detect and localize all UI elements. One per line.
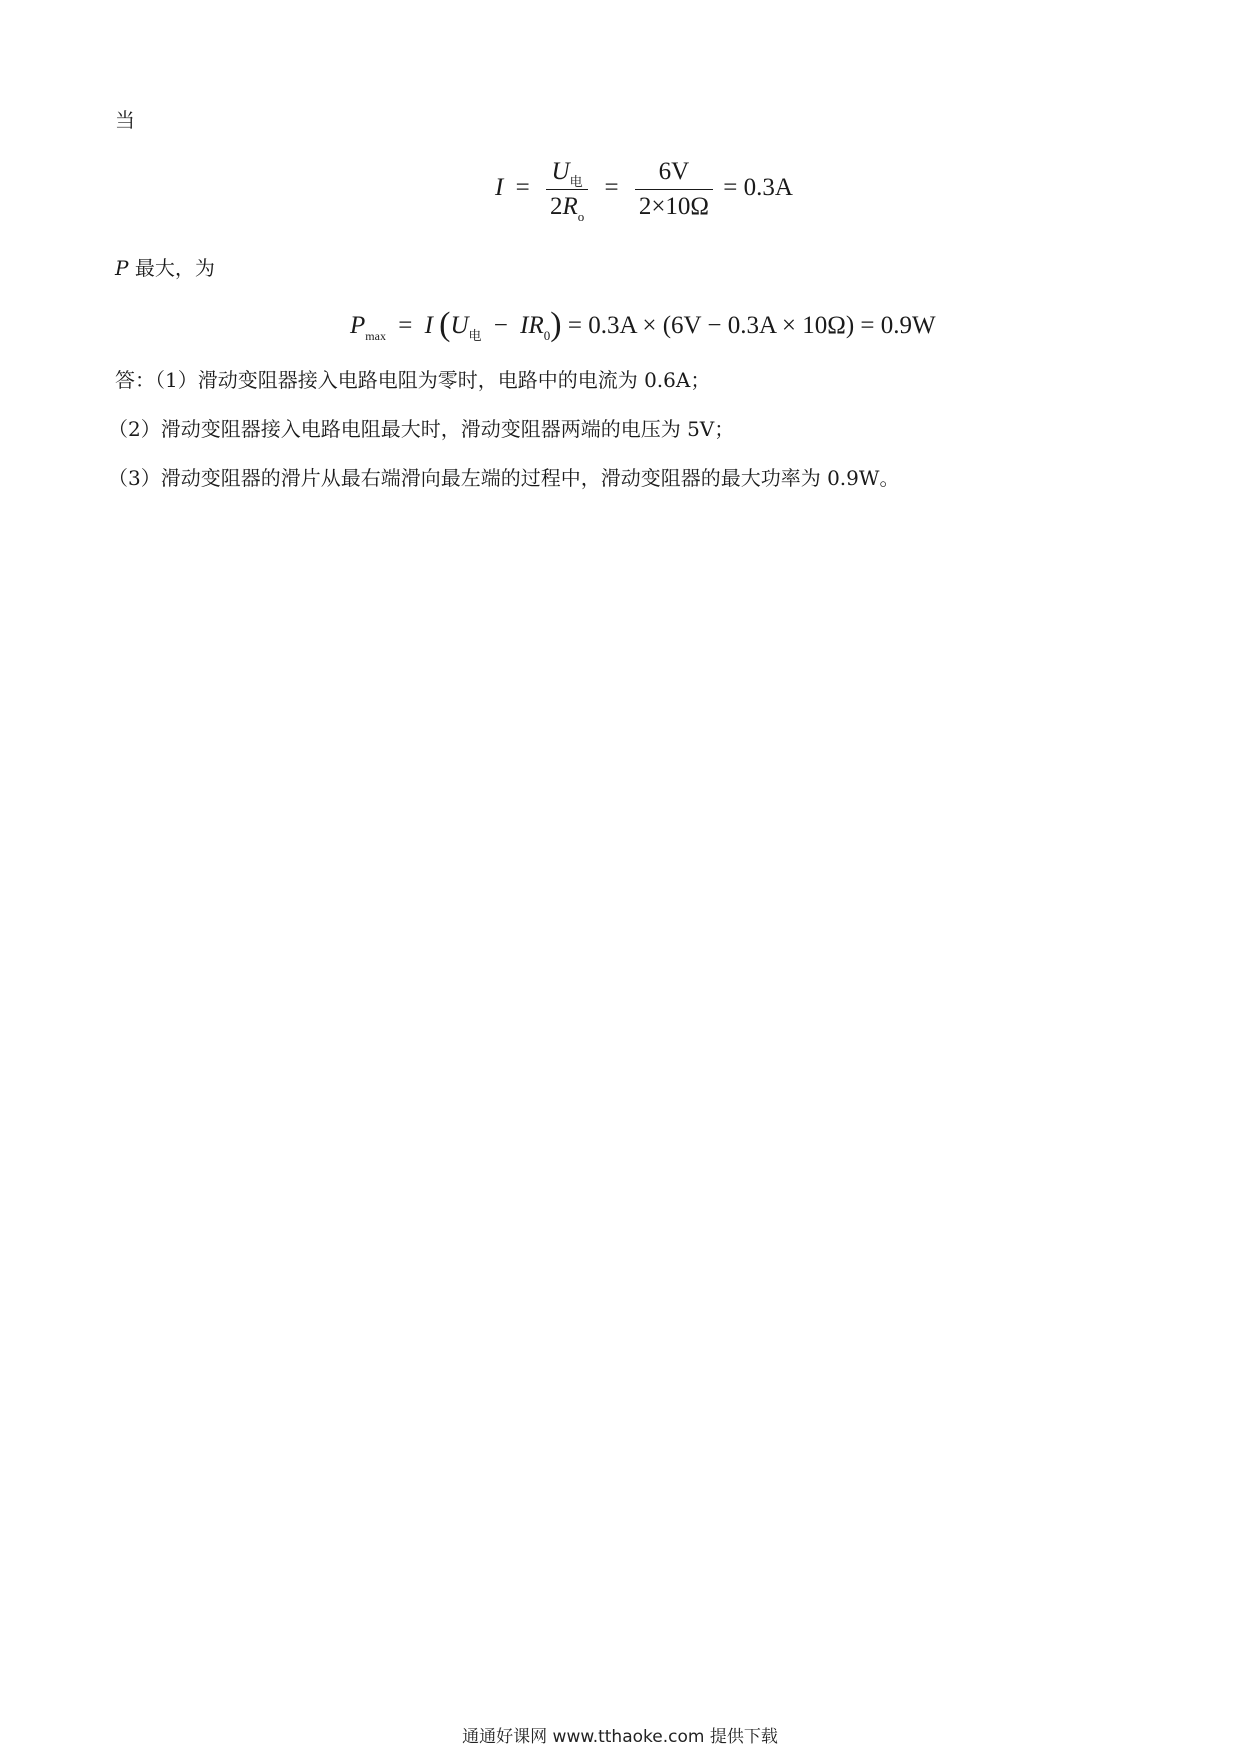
eq1-equals-2: = xyxy=(604,174,619,202)
eq1-fraction-symbolic: $\frac{U_电}{2R_o}$ xyxy=(546,158,588,221)
answer-3: （3）滑动变阻器的滑片从最右端滑向最左端的过程中，滑动变阻器的最大功率为 0.9W。 xyxy=(108,466,900,490)
answer-2: （2）滑动变阻器接入电路电阻最大时，滑动变阻器两端的电压为 5V； xyxy=(108,417,735,441)
eq1-equals: = xyxy=(515,174,530,202)
equation-power: $P_{max} = I$ $(U_电 - IR_0) = 0.3A \times (6V - 0.3A \times 10\Omega) = 0.9W$ xyxy=(350,306,936,343)
text-p-max: P 最大，为 xyxy=(115,256,215,280)
equation-current xyxy=(495,158,793,224)
eq1-result: = 0.3A xyxy=(723,174,793,202)
text-when: 当 xyxy=(115,108,135,132)
answer-1: 答：（1）滑动变阻器接入电路电阻为零时，电路中的电流为 0.6A； xyxy=(115,368,711,392)
page-footer: 通通好课网 www.tthaoke.com 提供下载 xyxy=(462,1727,778,1747)
p-symbol: P xyxy=(115,256,129,280)
eq1-fraction-numeric: $\frac{6V}{2\times 10\Omega}$ xyxy=(635,158,713,221)
eq1-lhs: I xyxy=(495,174,504,202)
